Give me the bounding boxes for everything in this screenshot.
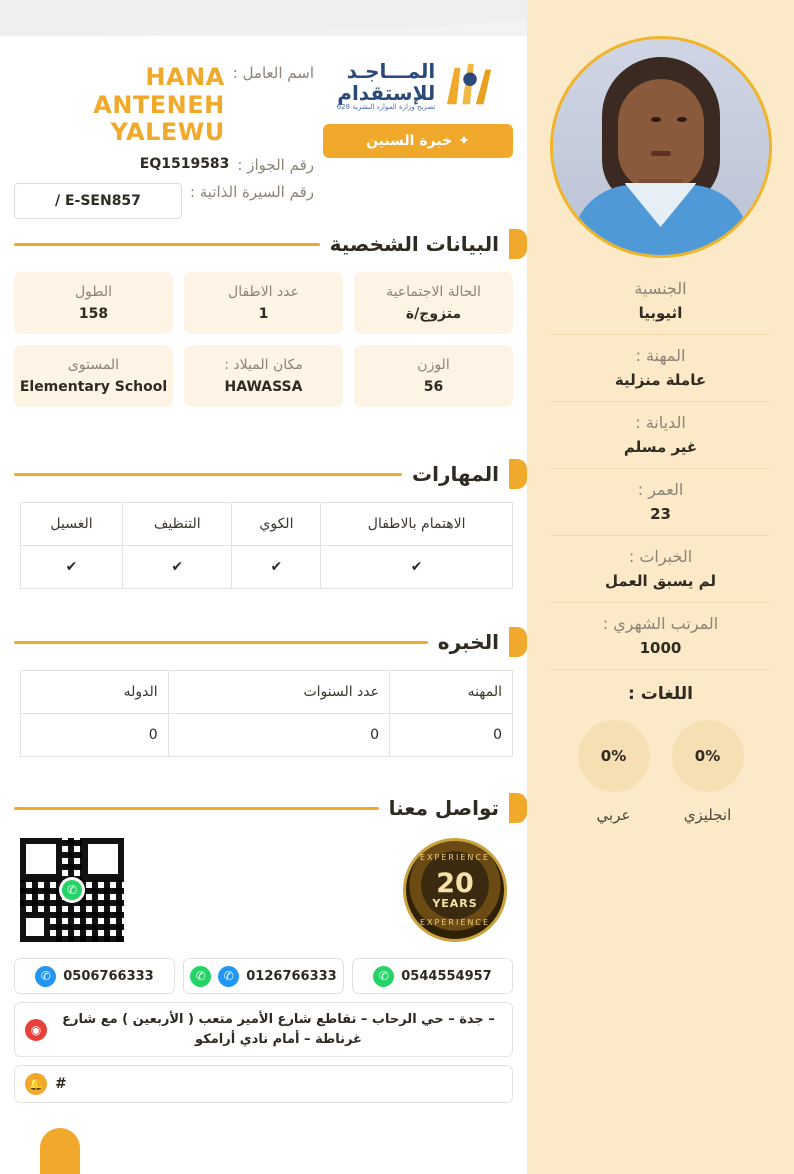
section-tab-icon	[509, 627, 527, 657]
languages-title: اللغات :	[628, 684, 693, 704]
sidebar-value: 1000	[639, 639, 682, 657]
company-logo-block	[323, 58, 513, 228]
language-score: 0%	[578, 720, 650, 792]
section-divider	[14, 243, 320, 246]
check-icon: ✔	[321, 546, 513, 589]
section-header-personal	[14, 232, 513, 256]
company-name-line2: للإستقدام	[337, 81, 436, 106]
section-divider	[14, 473, 402, 476]
bottom-decoration	[40, 1128, 80, 1174]
passport-label: رقم الجواز :	[237, 155, 314, 174]
skills-table	[20, 502, 513, 589]
sidebar-row-experience	[551, 536, 770, 603]
skills-header-laundry: الغسيل	[21, 503, 123, 546]
card-weight	[354, 345, 513, 407]
star-icon: ✦	[458, 133, 470, 149]
section-title-skills: المهارات	[412, 462, 499, 486]
sidebar-info-list	[527, 268, 794, 824]
card-children-count	[184, 272, 343, 334]
card-value: متزوج/ة	[405, 305, 462, 322]
experience-header-country: الدوله	[21, 671, 169, 714]
company-name-line1: المـــاجـد	[346, 59, 436, 84]
bell-icon: 🔔	[25, 1073, 47, 1095]
avatar-face	[618, 79, 704, 191]
section-header-contact	[14, 796, 513, 820]
phone-chip-0126766333[interactable]	[183, 958, 344, 994]
header-row-cv	[14, 183, 314, 219]
sidebar-value: لم يسبق العمل	[604, 572, 717, 590]
table-row	[21, 546, 513, 589]
logo-top	[323, 60, 513, 112]
card-value: 56	[423, 378, 444, 395]
card-value: 158	[78, 305, 109, 322]
skills-header-childcare: الاهتمام بالاطفال	[321, 503, 513, 546]
sidebar-value: اثيوبيا	[638, 304, 683, 322]
phone-icon: ✆	[218, 966, 239, 987]
sidebar-label: الخبرات :	[628, 547, 693, 566]
phone-list	[14, 958, 513, 994]
card-label: المستوى	[67, 357, 120, 374]
social-handle: #	[55, 1076, 67, 1092]
table-row	[21, 714, 513, 757]
language-name: انجليزي	[683, 806, 732, 824]
card-label: عدد الاطفال	[228, 284, 299, 301]
social-row[interactable]	[14, 1065, 513, 1103]
section-divider	[14, 807, 379, 810]
card-label: الطول	[74, 284, 113, 301]
sidebar-label: الديانة :	[635, 413, 686, 432]
cv-number-label: رقم السيرة الذاتية :	[189, 182, 314, 201]
section-title-experience: الخبره	[437, 630, 499, 654]
address-text: – جدة – حي الرحاب – تقاطع شارع الأمير متعب ( الأربعين ) مع شارع غرناطة – أمام نادي أرامكو	[62, 1012, 495, 1047]
sidebar-row-profession	[551, 335, 770, 402]
whatsapp-icon: ✆	[62, 880, 82, 900]
phone-number: 0126766333	[246, 968, 337, 984]
header-fields	[14, 58, 314, 228]
language-name: عربي	[596, 806, 631, 824]
card-value: Elementary School	[19, 378, 168, 395]
cv-number-value: E-SEN857 /	[14, 183, 182, 219]
contact-top-row	[14, 834, 513, 942]
card-value: HAWASSA	[224, 378, 303, 395]
whatsapp-icon: ✆	[373, 966, 394, 987]
languages-list	[551, 720, 770, 824]
qr-marker-bottom	[20, 912, 50, 942]
card-label: الحالة الاجتماعية	[386, 284, 481, 301]
card-label: الوزن	[417, 357, 450, 374]
section-header-experience	[14, 630, 513, 654]
phone-number: 0506766333	[63, 968, 154, 984]
avatar-eye-right	[677, 117, 687, 122]
sidebar-row-age	[551, 469, 770, 536]
card-marital-status	[354, 272, 513, 334]
table-header-row	[21, 503, 513, 546]
sidebar-value: 23	[650, 505, 671, 523]
phone-number: 0544554957	[401, 968, 492, 984]
sidebar-value: عاملة منزلية	[614, 371, 707, 389]
experience-cell-profession: 0	[390, 714, 513, 757]
experience-badge-label: خبرة السنين	[366, 133, 453, 149]
section-tab-icon	[509, 459, 527, 489]
card-birthplace	[184, 345, 343, 407]
table-header-row	[21, 671, 513, 714]
sidebar-label: المهنة :	[635, 346, 686, 365]
experience-cell-country: 0	[21, 714, 169, 757]
passport-value: EQ1519583	[139, 155, 230, 172]
header-row-name	[14, 64, 314, 147]
qr-code-icon[interactable]	[20, 838, 124, 942]
experience-badge	[323, 124, 513, 158]
location-pin-icon: ◉	[25, 1019, 47, 1041]
section-header-skills	[14, 462, 513, 486]
header	[0, 58, 527, 228]
skills-header-cleaning: التنظيف	[123, 503, 232, 546]
address-row	[14, 1002, 513, 1057]
sidebar-label: العمر :	[637, 480, 684, 499]
experience-header-profession: المهنه	[390, 671, 513, 714]
header-row-passport	[14, 156, 314, 174]
worker-name-value: HANA ANTENEH YALEWU	[93, 63, 225, 147]
language-item-arabic	[578, 720, 650, 824]
phone-chip-0506766333[interactable]	[14, 958, 175, 994]
phone-icon: ✆	[35, 966, 56, 987]
sidebar-label: المرتب الشهري :	[602, 614, 719, 633]
sidebar-row-nationality	[551, 268, 770, 335]
seal-years: YEARS	[432, 897, 478, 910]
section-tab-icon	[509, 229, 527, 259]
company-name	[337, 60, 436, 112]
sidebar	[527, 0, 794, 1174]
avatar-eye-left	[651, 117, 661, 122]
avatar	[550, 36, 772, 258]
card-height	[14, 272, 173, 334]
check-icon: ✔	[123, 546, 232, 589]
language-score: 0%	[672, 720, 744, 792]
card-value: 1	[258, 305, 269, 322]
avatar-mouth	[651, 151, 671, 156]
sidebar-label: الجنسية	[634, 279, 687, 298]
check-icon: ✔	[232, 546, 321, 589]
top-decoration	[0, 0, 527, 36]
experience-cell-years: 0	[168, 714, 389, 757]
seal-number: 20	[436, 868, 474, 899]
qr-center-logo	[59, 877, 85, 903]
section-title-personal: البيانات الشخصية	[329, 232, 499, 256]
seal-bottom-text: EXPERIENCE	[420, 918, 491, 927]
seal-top-text: EXPERIENCE	[420, 853, 491, 862]
sidebar-row-salary	[551, 603, 770, 670]
experience-header-years: عدد السنوات	[168, 671, 389, 714]
card-education-level	[14, 345, 173, 407]
sidebar-row-religion	[551, 402, 770, 469]
contact-block	[14, 834, 513, 1103]
check-icon: ✔	[21, 546, 123, 589]
logo-icon	[441, 60, 499, 112]
section-tab-icon	[509, 793, 527, 823]
whatsapp-icon: ✆	[190, 966, 211, 987]
company-license: تصريح وزارة الموارد البشرية 628	[336, 103, 436, 112]
experience-seal-icon	[403, 838, 507, 942]
skills-header-ironing: الكوي	[232, 503, 321, 546]
worker-name-label: اسم العامل :	[232, 64, 314, 82]
card-label: مكان الميلاد :	[224, 357, 303, 374]
experience-table	[20, 670, 513, 757]
language-item-english	[672, 720, 744, 824]
sidebar-value: غير مسلم	[623, 438, 698, 456]
section-title-contact: تواصل معنا	[388, 796, 499, 820]
personal-data-cards	[14, 272, 513, 407]
phone-chip-0544554957[interactable]	[352, 958, 513, 994]
section-divider	[14, 641, 428, 644]
